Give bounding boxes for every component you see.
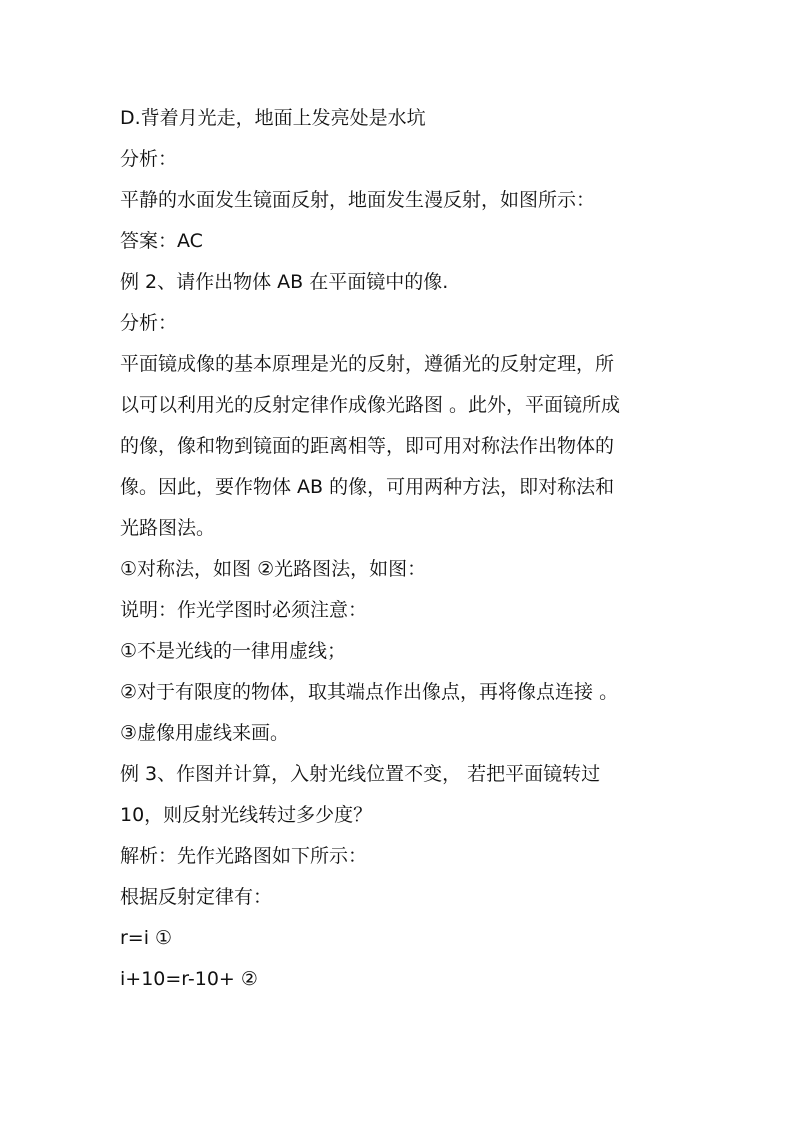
note-heading: 说明：作光学图时必须注意： (120, 599, 368, 621)
methods-line: ①对称法，如图 ②光路图法，如图： (120, 558, 427, 580)
example-3-title-cont: 10，则反射光线转过多少度？ (120, 804, 373, 826)
note-item: ①不是光线的一律用虚线； (120, 640, 347, 662)
solution-text: 根据反射定律有： (120, 886, 273, 908)
analysis-text: 平静的水面发生镜面反射，地面发生漫反射，如图所示： (120, 189, 596, 211)
analysis-heading: 分析： (120, 312, 178, 334)
example-3-title: 例 3、作图并计算，入射光线位置不变， 若把平面镜转过 (120, 763, 601, 785)
paragraph-line: 的像，像和物到镜面的距离相等，即可用对称法作出物体的 (120, 435, 615, 457)
paragraph-line: 像。因此，要作物体 AB 的像，可用两种方法，即对称法和 (120, 476, 615, 498)
paragraph-line: 光路图法。 (120, 517, 216, 539)
solution-heading: 解析：先作光路图如下所示： (120, 845, 368, 867)
equation-1: r=i ① (120, 927, 173, 949)
equation-2: i+10=r-10+ ② (120, 968, 258, 990)
paragraph-line: 以可以利用光的反射定律作成像光路图 。此外，平面镜所成 (120, 394, 621, 416)
analysis-heading: 分析： (120, 148, 178, 170)
paragraph-line: 平面镜成像的基本原理是光的反射，遵循光的反射定理，所 (120, 353, 615, 375)
option-d-line: D.背着月光走，地面上发亮处是水坑 (120, 107, 426, 129)
note-item: ②对于有限度的物体，取其端点作出像点，再将像点连接 。 (120, 681, 619, 703)
note-item: ③虚像用虚线来画。 (120, 722, 290, 744)
example-2-title: 例 2、请作出物体 AB 在平面镜中的像. (120, 271, 449, 293)
document-body (120, 101, 680, 1003)
answer-line: 答案：AC (120, 230, 203, 252)
